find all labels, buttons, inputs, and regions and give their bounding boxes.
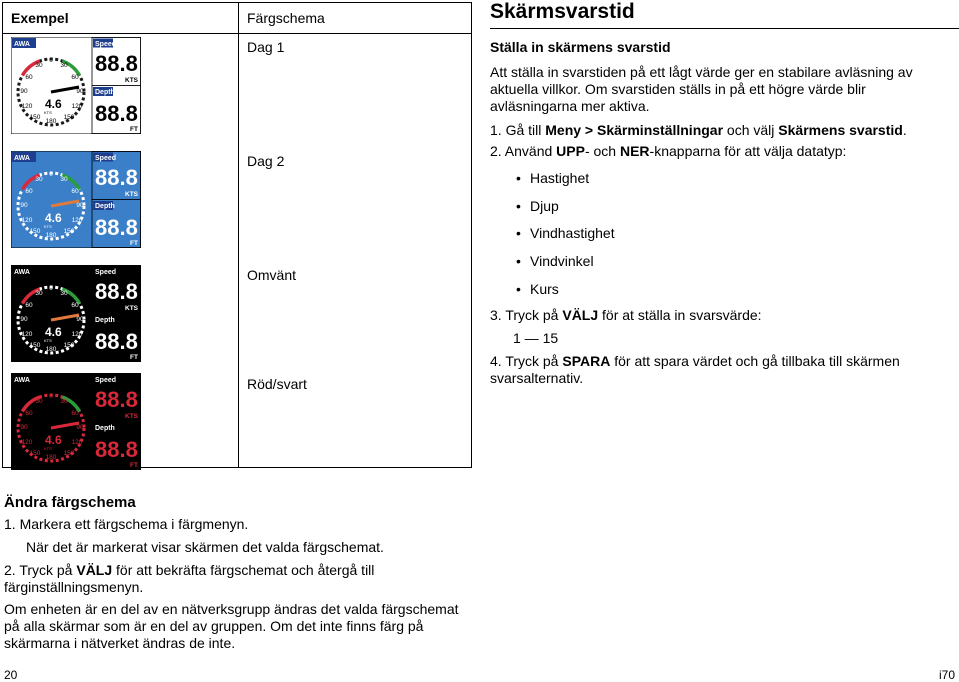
section-subtitle: Ställa in skärmens svarstid <box>490 39 671 55</box>
dial-scale-label: 120 <box>21 439 33 446</box>
center-speed-unit: KTS <box>44 446 52 451</box>
dial-scale-label: 90 <box>76 316 84 323</box>
dial-scale-label: 60 <box>25 188 33 195</box>
speed-value: 88.8 <box>95 387 138 412</box>
awa-label: AWA <box>14 41 30 48</box>
center-speed-value: 4.6 <box>45 325 62 339</box>
dial-scale-label: 0 <box>49 171 53 178</box>
device-preview-day1 <box>11 37 141 134</box>
dial-scale-label: 150 <box>63 450 75 457</box>
step-2: 2. Använd UPP- och NER-knapparna för att välja datatyp: <box>490 143 847 159</box>
scheme-label-red-black: Röd/svart <box>247 376 307 392</box>
bullet-item: • Djup <box>530 198 559 214</box>
device-screen <box>11 265 141 362</box>
depth-label: Depth <box>95 317 115 324</box>
network-note: Om enheten är en del av en nätverksgrupp ändras det valda färgschemat på alla skärmar som är en del av gruppen. Om det inte finns färg på skärmarna i nätverket ändras de inte. <box>4 601 459 651</box>
bullet-item: • Vindvinkel <box>530 253 594 269</box>
step-4: 4. Tryck på SPARA för att spara värdet och gå tillbaka till skärmen svarsalternativ. <box>490 353 900 386</box>
depth-label: Depth <box>95 89 115 96</box>
depth-unit: FT <box>130 240 138 247</box>
dial-scale-label: 60 <box>71 410 79 417</box>
scheme-label-inverse: Omvänt <box>247 267 297 283</box>
dial-scale-label: 60 <box>71 74 79 81</box>
dial-scale-label: 30 <box>35 176 43 183</box>
awa-label: AWA <box>14 377 30 384</box>
device-screen <box>11 373 141 470</box>
dial-scale-label: 120 <box>71 331 83 338</box>
center-speed-value: 4.6 <box>45 97 62 111</box>
awa-label: AWA <box>14 269 30 276</box>
dial-scale-label: 30 <box>60 176 68 183</box>
depth-value: 88.8 <box>95 215 138 240</box>
dial-scale-label: 0 <box>49 393 53 400</box>
device-preview-day2 <box>11 151 141 248</box>
dial-scale-label: 30 <box>60 290 68 297</box>
dial-scale-label: 150 <box>29 114 41 121</box>
speed-value: 88.8 <box>95 165 138 190</box>
dial-scale-label: 90 <box>76 202 84 209</box>
bullet-item: • Hastighet <box>530 170 589 186</box>
speed-unit: KTS <box>125 305 138 312</box>
step-3: 3. Tryck på VÄLJ för at ställa in svarsvärde: <box>490 307 762 323</box>
header-example: Exempel <box>11 10 69 26</box>
dial-scale-label: 30 <box>35 398 43 405</box>
product-model: i70 <box>938 668 955 682</box>
dial-scale-label: 90 <box>20 88 28 95</box>
speed-label: Speed <box>95 155 117 162</box>
dial-scale-label: 0 <box>49 285 53 292</box>
depth-unit: FT <box>130 126 138 133</box>
dial-scale-label: 120 <box>21 217 33 224</box>
dial-scale-label: 60 <box>25 74 33 81</box>
center-speed-unit: KTS <box>44 338 52 343</box>
device-screen <box>11 37 141 134</box>
step-1: 1. Gå till Meny > Skärminställningar och välj Skärmens svarstid. <box>490 122 907 138</box>
speed-value: 88.8 <box>95 51 138 76</box>
dial-scale-label: 150 <box>29 228 41 235</box>
scheme-label-day1: Dag 1 <box>247 39 285 55</box>
dial-scale-label: 120 <box>21 103 33 110</box>
device-preview-red-black <box>11 373 141 470</box>
table-header-rule <box>3 33 471 34</box>
speed-label: Speed <box>95 377 117 384</box>
table-divider <box>238 3 239 467</box>
depth-label: Depth <box>95 203 115 210</box>
dial-scale-label: 90 <box>76 88 84 95</box>
dial-scale-label: 60 <box>25 410 33 417</box>
bottom-step-2: 2. Tryck på VÄLJ för att bekräfta färgschemat och återgå till färginställningsmenyn. <box>4 562 375 595</box>
dial-scale-label: 30 <box>60 62 68 69</box>
speed-unit: KTS <box>125 77 138 84</box>
device-preview-inverse <box>11 265 141 362</box>
speed-value: 88.8 <box>95 279 138 304</box>
depth-label: Depth <box>95 425 115 432</box>
intro-text: Att ställa in svarstiden på ett lågt värde ger en stabilare avläsning av aktuella villkor. Om svarstiden ställs in på ett högre värde blir avläsningarna mer aktiva. <box>490 64 913 114</box>
depth-value: 88.8 <box>95 329 138 354</box>
bottom-step-1-note: När det är markerat visar skärmen det valda färgschemat. <box>26 539 384 555</box>
dial-scale-label: 60 <box>71 302 79 309</box>
dial-scale-label: 180 <box>45 232 57 239</box>
color-scheme-table <box>2 2 472 468</box>
dial-scale-label: 90 <box>76 424 84 431</box>
page-title: Skärmsvarstid <box>490 0 635 23</box>
bullet-item: • Vindhastighet <box>530 225 615 241</box>
dial-scale-label: 150 <box>29 342 41 349</box>
center-speed-unit: KTS <box>44 224 52 229</box>
range-value: 1 — 15 <box>513 330 559 346</box>
dial-scale-label: 120 <box>71 217 83 224</box>
dial-scale-label: 90 <box>20 424 28 431</box>
center-speed-value: 4.6 <box>45 211 62 225</box>
dial-scale-label: 0 <box>49 57 53 64</box>
device-screen <box>11 151 141 248</box>
dial-scale-label: 180 <box>45 454 57 461</box>
header-scheme: Färgschema <box>247 10 325 26</box>
scheme-label-day2: Dag 2 <box>247 153 285 169</box>
dial-scale-label: 150 <box>29 450 41 457</box>
dial-scale-label: 120 <box>71 439 83 446</box>
dial-scale-label: 90 <box>20 202 28 209</box>
speed-unit: KTS <box>125 413 138 420</box>
dial-scale-label: 150 <box>63 228 75 235</box>
bottom-step-1: 1. Markera ett färgschema i färgmenyn. <box>4 516 249 532</box>
bullet-item: • Kurs <box>530 281 559 297</box>
dial-scale-label: 90 <box>20 316 28 323</box>
speed-label: Speed <box>95 41 117 48</box>
dial-scale-label: 30 <box>35 62 43 69</box>
center-speed-value: 4.6 <box>45 433 62 447</box>
dial-scale-label: 30 <box>60 398 68 405</box>
dial-scale-label: 120 <box>21 331 33 338</box>
awa-label: AWA <box>14 155 30 162</box>
depth-value: 88.8 <box>95 437 138 462</box>
dial-scale-label: 150 <box>63 114 75 121</box>
dial-scale-label: 60 <box>25 302 33 309</box>
dial-scale-label: 120 <box>71 103 83 110</box>
speed-label: Speed <box>95 269 117 276</box>
center-speed-unit: KTS <box>44 110 52 115</box>
page-number: 20 <box>4 668 18 682</box>
depth-unit: FT <box>130 462 138 469</box>
depth-value: 88.8 <box>95 101 138 126</box>
speed-unit: KTS <box>125 191 138 198</box>
dial-scale-label: 150 <box>63 342 75 349</box>
title-rule <box>490 28 959 29</box>
section-title-change-scheme: Ändra färgschema <box>4 494 136 511</box>
depth-unit: FT <box>130 354 138 361</box>
dial-scale-label: 60 <box>71 188 79 195</box>
dial-scale-label: 30 <box>35 290 43 297</box>
dial-scale-label: 180 <box>45 118 57 125</box>
dial-scale-label: 180 <box>45 346 57 353</box>
